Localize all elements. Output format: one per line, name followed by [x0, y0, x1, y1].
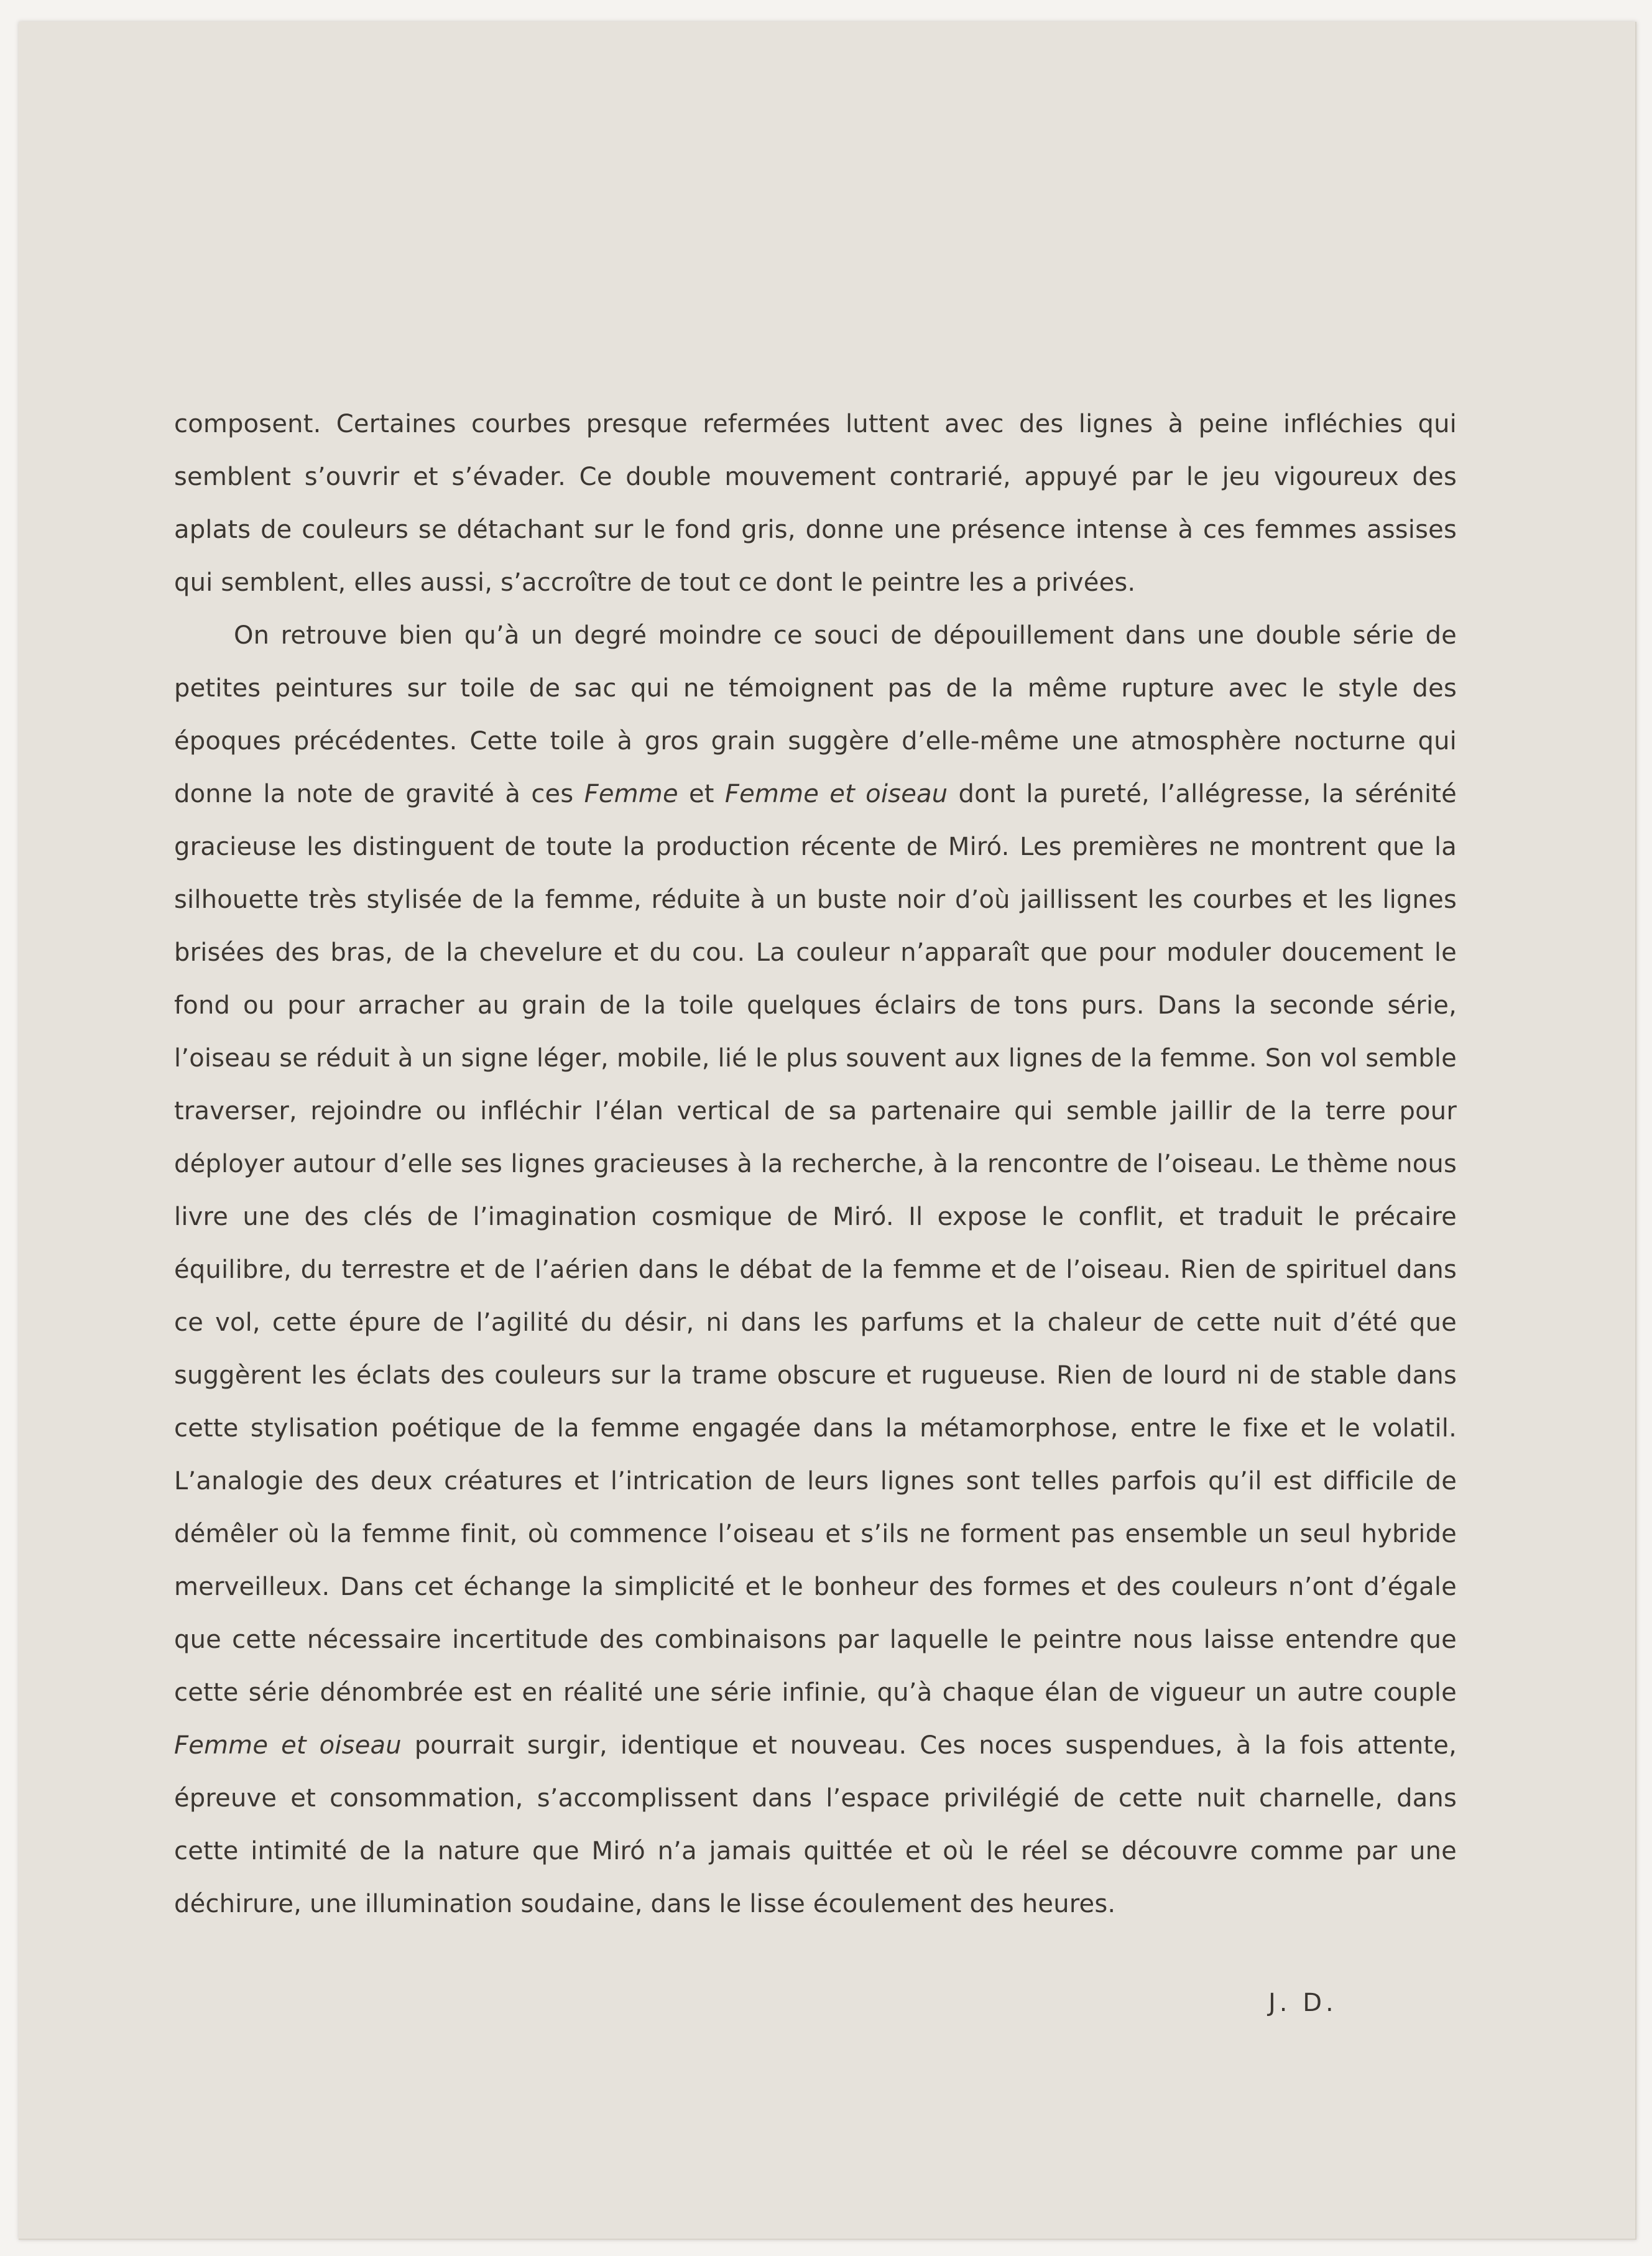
text-segment: pourrait surgir, identique et nouveau. Ces noces suspendues, à la fois attente, épreuve et consommation, s’accomplissent dans l’espace privilégié de cette nuit charnelle, dans cette intimité de la nature que Miró n’a jamais quittée et où le réel se découvre comme par une déchirure, une illumination soudaine, dans le lisse écoulement des heures. — [174, 1731, 1457, 1918]
body-text — [174, 398, 1457, 1931]
text-segment: composent. Certaines courbes presque refermées luttent avec des lignes à peine infléchies qui semblent s’ouvrir et s’évader. Ce double mouvement contrarié, appuyé par le jeu vigoureux des aplats de couleurs se détachant sur le fond gris, donne une présence intense à ces femmes assises qui semblent, elles aussi, s’accroître de tout ce dont le peintre les a privées. — [174, 410, 1457, 597]
text-segment: et — [678, 780, 725, 808]
artwork-title: Femme et oiseau — [174, 1731, 402, 1760]
text-segment: dont la pureté, l’allégresse, la sérénité gracieuse les distinguent de toute la production récente de Miró. Les premières ne montrent que la silhouette très stylisée de la femme, réduite à un buste noir d’où jaillissent les courbes et les lignes brisées des bras, de la chevelure et du cou. La couleur n’apparaît que pour moduler doucement le fond ou pour arracher au grain de la toile quelques éclairs de tons purs. Dans la seconde série, l’oiseau se réduit à un signe léger, mobile, lié le plus souvent aux lignes de la femme. Son vol semble traverser, rejoindre ou infléchir l’élan vertical de sa partenaire qui semble jaillir de la terre pour déployer autour d’elle ses lignes gracieuses à la recherche, à la rencontre de l’oiseau. Le thème nous livre une des clés de l’imagination cosmique de Miró. Il expose le conflit, et traduit le précaire équilibre, du terrestre et de l’aérien dans le débat de la femme et de l’oiseau. Rien de spirituel dans ce vol, cette épure de l’agilité du désir, ni dans les parfums et la chaleur de cette nuit d’été que suggèrent les éclats des couleurs sur la trame obscure et rugueuse. Rien de lourd ni de stable dans cette stylisation poétique de la femme engagée dans la métamorphose, entre le fixe et le volatil. L’analogie des deux créatures et l’intrication de leurs lignes sont telles parfois qu’il est difficile de démêler où la femme finit, où commence l’oiseau et s’ils ne forment pas ensemble un seul hybride merveilleux. Dans cet échange la simplicité et le bonheur des formes et des couleurs n’ont d’égale que cette nécessaire incertitude des combinaisons par laquelle le peintre nous laisse entendre que cette série dénombrée est en réalité une série infinie, qu’à chaque élan de vigueur un autre couple — [174, 780, 1457, 1707]
paragraph — [174, 609, 1457, 1931]
paper-sheet — [19, 22, 1636, 2240]
paragraph — [174, 398, 1457, 609]
artwork-title: Femme — [584, 780, 678, 808]
text-segment: On retrouve bien qu’à un degré moindre ce souci de dépouillement dans une double série de petites peintures sur toile de sac qui ne témoignent pas de la même rupture avec le style des époques précédentes. Cette toile à gros grain suggère d’elle-même une atmosphère nocturne qui donne la note de gravité à ces — [174, 621, 1457, 808]
artwork-title: Femme et oiseau — [724, 780, 948, 808]
author-initials: J. D. — [1268, 1989, 1337, 2017]
